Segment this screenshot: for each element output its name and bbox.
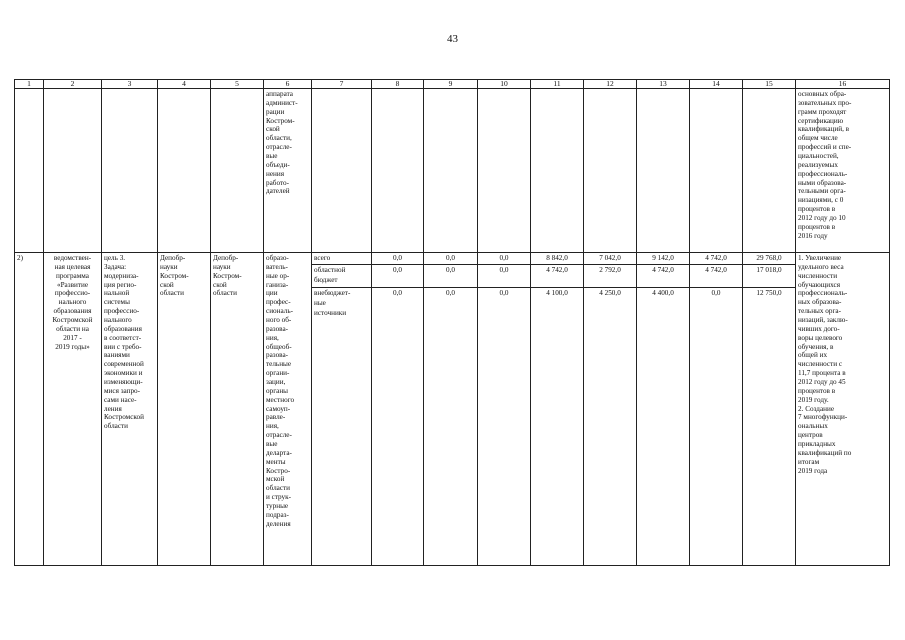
page-number: 43 <box>447 33 458 45</box>
executor-cell: Депобр- науки Костром- ской области <box>211 253 264 566</box>
table-row <box>15 253 890 566</box>
column-number: 2 <box>44 80 102 89</box>
expected-results-cell: 1. Увеличение удельного веса численности обучающихся профессиональ- ных образова- тельных орга- низаций, заклю- чивших дого- воры целевого обучения, в общей их численности с 11,7 процента в 2012 году до 45 процентов в 2019 году. 2. Создание 7 многофункци- ональных центров прикладных квалификаций по итогам 2019 года <box>796 253 890 566</box>
column-number: 1 <box>15 80 44 89</box>
program-name-cell: ведомствен- ная целевая программа «Развитие профессио- нального образования Костромской области на 2017 - 2019 годы» <box>44 253 102 566</box>
amount-regional: 0,0 <box>478 265 530 288</box>
amount-total: 0,0 <box>424 253 477 265</box>
column-number: 14 <box>690 80 743 89</box>
amount-cell <box>531 253 584 566</box>
expected-results-cell: основных обра- зовательных про- грамм проходят сертификацию квалификаций, в общем числе профессий и спе- циальностей, реализуемых профессиональ- ными образова- тельными орга- низациями, с 0 процентов в 2012 году до 10 процентов в 2016 году <box>796 89 890 253</box>
source-total: всего <box>312 253 371 265</box>
amount-extrabudgetary: 0,0 <box>446 289 455 297</box>
amount-extrabudgetary: 0,0 <box>393 289 402 297</box>
row-number-cell: 2) <box>15 253 44 566</box>
column-number-row <box>15 80 890 89</box>
amount-regional: 17 018,0 <box>743 265 795 288</box>
amount-total-cell <box>743 253 796 566</box>
amount-cell <box>372 253 424 566</box>
funding-sources-cell <box>312 253 372 566</box>
amount-total: 8 842,0 <box>531 253 583 265</box>
column-number: 12 <box>584 80 637 89</box>
amount-regional: 4 742,0 <box>637 265 689 288</box>
column-number: 15 <box>743 80 796 89</box>
table-row <box>15 89 890 253</box>
amount-total: 0,0 <box>372 253 423 265</box>
participants-cell: образо- ватель- ные ор- ганиза- ции профес- сиональ- ного об- разова- ния, общеоб- разова- тельные органи- зации, органы местного самоуп- равле- ния, отрасле- вые деларта- менты Костро- мской области и струк- турные подраз- деления <box>264 253 312 566</box>
amount-extrabudgetary: 4 100,0 <box>546 289 568 297</box>
source-extrabudgetary: внебюджет- ные источники <box>314 289 351 317</box>
amount-cell <box>584 253 637 566</box>
amount-regional: 4 742,0 <box>531 265 583 288</box>
amount-cell <box>478 253 531 566</box>
amount-regional: 0,0 <box>372 265 423 288</box>
amount-regional: 2 792,0 <box>584 265 636 288</box>
column-number: 9 <box>424 80 478 89</box>
amount-regional: 4 742,0 <box>690 265 742 288</box>
column-number: 13 <box>637 80 690 89</box>
participants-cell: аппарата админист- рации Костром- ской области, отрасле- вые объеди- нения работо- дателей <box>264 89 312 253</box>
amount-extrabudgetary: 4 400,0 <box>652 289 674 297</box>
amount-cell <box>690 253 743 566</box>
column-number: 3 <box>102 80 158 89</box>
column-number: 16 <box>796 80 890 89</box>
goal-task-cell: цель 3. Задача: модерниза- ция регио- нальной системы профессио- нального образования в соответст- вии с требо- ваниями современной экономики и изменяющи- мися запро- сами насе- ления Костромской области <box>102 253 158 566</box>
amount-extrabudgetary: 0,0 <box>499 289 509 297</box>
amount-total: 0,0 <box>478 253 530 265</box>
column-number: 8 <box>372 80 424 89</box>
column-number: 5 <box>211 80 264 89</box>
column-number: 11 <box>531 80 584 89</box>
amount-cell <box>637 253 690 566</box>
program-table <box>14 79 890 566</box>
amount-total: 29 768,0 <box>743 253 795 265</box>
column-number: 10 <box>478 80 531 89</box>
amount-extrabudgetary: 12 750,0 <box>756 289 782 297</box>
column-number: 4 <box>158 80 211 89</box>
amount-cell <box>424 253 478 566</box>
source-regional-budget: областной бюджет <box>312 265 371 288</box>
amount-regional: 0,0 <box>424 265 477 288</box>
coordinator-cell: Депобр- науки Костром- ской области <box>158 253 211 566</box>
amount-total: 4 742,0 <box>690 253 742 265</box>
amount-extrabudgetary: 0,0 <box>711 289 721 297</box>
column-number: 6 <box>264 80 312 89</box>
amount-extrabudgetary: 4 250,0 <box>599 289 621 297</box>
amount-total: 7 042,0 <box>584 253 636 265</box>
column-number: 7 <box>312 80 372 89</box>
amount-total: 9 142,0 <box>637 253 689 265</box>
